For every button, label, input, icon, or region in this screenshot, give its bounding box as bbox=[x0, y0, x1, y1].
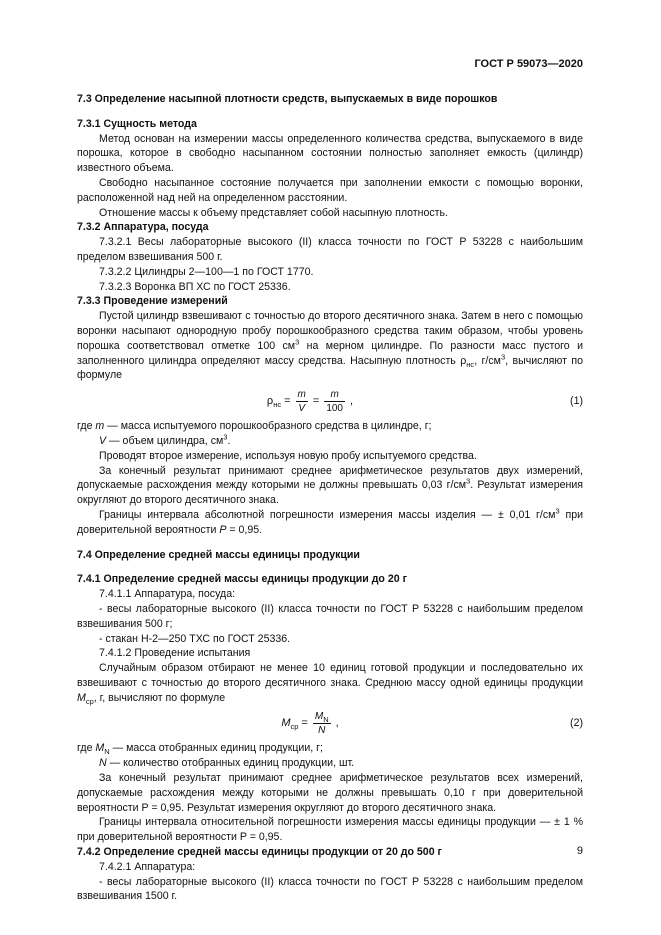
heading-7-3-2: 7.3.2 Аппаратура, посуда bbox=[77, 221, 209, 234]
paragraph: Метод основан на измерении массы определенного количества средства, выпускаемого в виде порошка, которое в свободно насыпанном состоянии полностью заполняет емкость (цилиндр) известного объема. bbox=[77, 132, 583, 175]
item-7-3-2-1: 7.3.2.1 Весы лабораторные высокого (II) класса точности по ГОСТ Р 53228 с наибольшим пределом взвешивания 500 г. bbox=[77, 236, 583, 263]
item-7-4-1-1: 7.4.1.1 Аппаратура, посуда: bbox=[99, 588, 236, 601]
doc-id-header: ГОСТ Р 59073—2020 bbox=[474, 58, 583, 70]
item-7-4-2-1: 7.4.2.1 Аппаратура: bbox=[99, 860, 196, 873]
where-N: N — количество отобранных единиц продукции, шт. bbox=[99, 757, 355, 770]
where-m: где m — масса испытуемого порошкообразного средства в цилиндре, г; bbox=[77, 420, 432, 433]
paragraph: Случайным образом отбирают не менее 10 единиц готовой продукции и последовательно их взвешивают с точностью до второго десятичного знака. Среднюю массу одной единицы продукции $M_{ср}$, г, вычисляют по формуле bbox=[77, 662, 583, 706]
formula-1: $\rho_{нс}$ = $\frac{m}{V}$ = $\frac{m}{100}$ , (1) bbox=[266, 388, 583, 414]
paragraph: Проводят второе измерение, используя новую пробу испытуемого средства. bbox=[99, 449, 477, 462]
heading-7-4-1: 7.4.1 Определение средней массы единицы продукции до 20 г bbox=[77, 573, 407, 586]
paragraph: Свободно насыпанное состояние получается при заполнении емкости с помощью воронки, расположенной над ней на определенном расстоянии. bbox=[77, 176, 583, 204]
bullet: - стакан Н-2—250 ТХС по ГОСТ 25336. bbox=[99, 632, 291, 645]
page-number: 9 bbox=[576, 845, 583, 857]
heading-7-4-2: 7.4.2 Определение средней массы единицы продукции от 20 до 500 г bbox=[77, 846, 442, 859]
item-7-3-2-3: 7.3.2.3 Воронка ВП ХС по ГОСТ 25336. bbox=[99, 280, 291, 293]
paragraph: Отношение массы к объему представляет собой насыпную плотность. bbox=[99, 206, 448, 219]
item-7-3-2-2: 7.3.2.2 Цилиндры 2—100—1 по ГОСТ 1770. bbox=[99, 265, 314, 278]
bullet: - весы лабораторные высокого (II) класса точности по ГОСТ Р 53228 с наибольшим пределом взвешивания 1500 г. bbox=[77, 875, 583, 903]
page-content bbox=[77, 92, 583, 904]
formula-number: (2) bbox=[570, 717, 583, 730]
section-7-4-title: 7.4 Определение средней массы единицы продукции bbox=[77, 548, 360, 561]
paragraph: За конечный результат принимают среднее арифметическое результатов двух измерений, допускаемые расхождения между которыми не должны превышать 0,03 $г/см^3$. Результат измерения округляют до второго десятичного знака. bbox=[77, 464, 583, 507]
paragraph: За конечный результат принимают среднее арифметическое результатов всех измерений, допускаемые расхождения между которыми не должны превышать 0,10 г при доверительной вероятности P = 0,95. Результат измерения округляют до второго десятичного знака. bbox=[77, 772, 583, 814]
section-7-3-title: 7.3 Определение насыпной плотности средств, выпускаемых в виде порошков bbox=[77, 93, 498, 105]
where-M: где $M_N$ — масса отобранных единиц продукции, г; bbox=[77, 742, 323, 757]
where-V: V — объем цилиндра, $см^3$. bbox=[99, 432, 231, 447]
paragraph: Границы интервала относительной погрешности измерения массы единицы продукции — ± 1 % при доверительной вероятности P = 0,95. bbox=[77, 816, 583, 844]
heading-7-3-3: 7.3.3 Проведение измерений bbox=[77, 295, 228, 308]
formula-number: (1) bbox=[570, 395, 583, 408]
heading-7-3-1: 7.3.1 Сущность метода bbox=[77, 117, 197, 130]
formula-2: $M_{ср}$ = $\frac{M_N}{N}$ , (2) bbox=[281, 710, 583, 736]
paragraph: Границы интервала абсолютной погрешности измерения массы изделия — ± 0,01 $г/см^3$ при доверительной вероятности P = 0,95. bbox=[77, 506, 583, 536]
bullet: - весы лабораторные высокого (II) класса точности по ГОСТ Р 53228 с наибольшим пределом взвешивания 500 г; bbox=[77, 602, 583, 630]
paragraph-measurement: Пустой цилиндр взвешивают с точностью до второго десятичного знака. Затем в него с помощью воронки насыпают однородную пробу порошкообразного средства таким образом, чтобы уровень порошка соответствовал отметке 100 $см^3$ на мерном цилиндре. По разности масс пустого и заполненного цилиндра определяют массу средства. Насыпную плотность $\rho_{нс}$, $г/см^3$, вычисляют по формуле bbox=[77, 310, 584, 382]
item-7-4-1-2: 7.4.1.2 Проведение испытания bbox=[99, 647, 251, 660]
